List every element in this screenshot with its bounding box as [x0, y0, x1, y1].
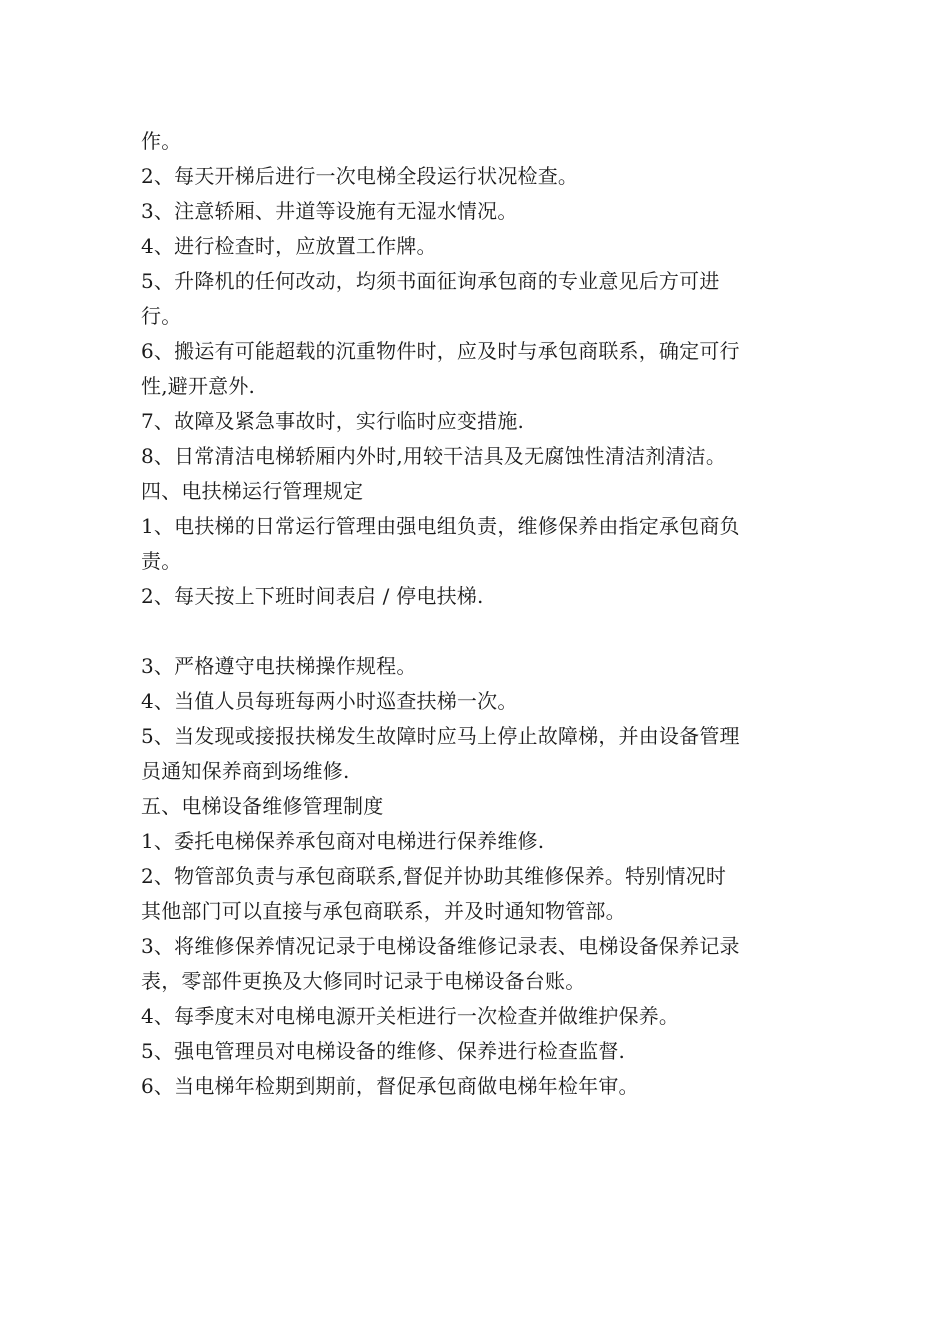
text-line: 7、故障及紧急事故时，实行临时应变措施. — [141, 409, 525, 433]
text-line: 员通知保养商到场维修. — [141, 759, 350, 783]
text-line: 性,避开意外. — [141, 374, 256, 398]
text-line: 表，零部件更换及大修同时记录于电梯设备台账。 — [141, 969, 586, 993]
text-line: 行。 — [141, 304, 182, 328]
section-heading: 四、电扶梯运行管理规定 — [141, 479, 364, 503]
text-line: 5、当发现或接报扶梯发生故障时应马上停止故障梯，并由设备管理 — [141, 724, 740, 748]
text-line: 4、进行检查时，应放置工作牌。 — [141, 234, 437, 258]
text-line: 6、搬运有可能超载的沉重物件时，应及时与承包商联系，确定可行 — [141, 339, 740, 363]
section-heading: 五、电梯设备维修管理制度 — [141, 794, 384, 818]
text-line: 1、电扶梯的日常运行管理由强电组负责，维修保养由指定承包商负 — [141, 514, 740, 538]
text-line: 4、每季度末对电梯电源开关柜进行一次检查并做维护保养。 — [141, 1004, 680, 1028]
text-line: 5、强电管理员对电梯设备的维修、保养进行检查监督. — [141, 1039, 626, 1063]
paragraph-gap — [141, 614, 811, 649]
text-line: 2、物管部负责与承包商联系,督促并协助其维修保养。特别情况时 — [141, 864, 727, 888]
text-line: 2、每天开梯后进行一次电梯全段运行状况检查。 — [141, 164, 579, 188]
text-line: 6、当电梯年检期到期前，督促承包商做电梯年检年审。 — [141, 1074, 639, 1098]
text-line: 其他部门可以直接与承包商联系，并及时通知物管部。 — [141, 899, 626, 923]
text-line: 3、注意轿厢、井道等设施有无湿水情况。 — [141, 199, 518, 223]
text-line: 8、日常清洁电梯轿厢内外时,用较干洁具及无腐蚀性清洁剂清洁。 — [141, 444, 727, 468]
text-line: 责。 — [141, 549, 182, 573]
text-line: 2、每天按上下班时间表启 / 停电扶梯. — [141, 584, 484, 608]
document-body — [141, 124, 811, 1104]
text-line: 4、当值人员每班每两小时巡查扶梯一次。 — [141, 689, 518, 713]
text-line: 1、委托电梯保养承包商对电梯进行保养维修. — [141, 829, 545, 853]
text-line: 3、严格遵守电扶梯操作规程。 — [141, 654, 417, 678]
text-line: 3、将维修保养情况记录于电梯设备维修记录表、电梯设备保养记录 — [141, 934, 740, 958]
text-line: 5、升降机的任何改动，均须书面征询承包商的专业意见后方可进 — [141, 269, 720, 293]
text-line: 作。 — [141, 129, 182, 153]
